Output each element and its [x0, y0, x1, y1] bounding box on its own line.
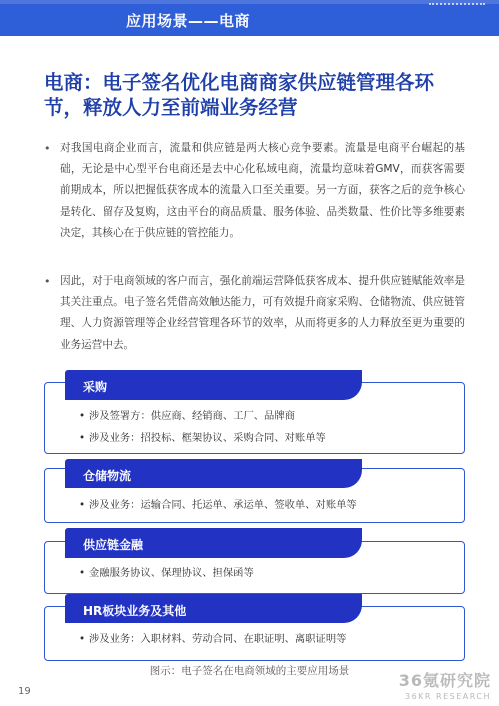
watermark-sub: 36KR RESEARCH: [404, 692, 491, 701]
watermark-main: 36氪研究院: [398, 671, 491, 690]
scenario-item: [79, 405, 454, 427]
scenario-box-procurement: [44, 382, 465, 454]
corner-decoration: [429, 0, 485, 5]
page-headline: 电商：电子签名优化电商商家供应链管理各环节，释放人力至前端业务经营: [44, 71, 435, 119]
scenario-box-title: 采购: [83, 380, 108, 394]
scenario-box-header: [65, 594, 362, 623]
bullet-icon: •: [79, 633, 86, 645]
scenario-box-title: 供应链金融: [83, 538, 144, 552]
bullet-icon: •: [79, 410, 86, 422]
scenario-box-title: 仓储物流: [83, 469, 132, 483]
scenario-box-items: [79, 562, 454, 584]
paragraph-text: 因此，对于电商领域的客户而言，强化前端运营降低获客成本、提升供应链赋能效率是其关注重点。电子签名凭借高效触达能力，可有效提升商家采购、仓储物流、供应链管理、人力资源管理等企业经营管理各环节的效率，从而将更多的人力释放至更为重要的业务运营中去。: [60, 275, 465, 351]
scenario-item-text: 金融服务协议、保理协议、担保函等: [89, 567, 254, 579]
scenario-item-text: 涉及业务：入职材料、劳动合同、在职证明、离职证明等: [89, 633, 347, 645]
scenario-item-text: 涉及业务：运输合同、托运单、承运单、签收单、对账单等: [89, 499, 357, 511]
scenario-item: [79, 628, 454, 650]
bullet-icon: •: [44, 142, 51, 155]
scenario-box-supply-chain-finance: [44, 538, 465, 594]
figure-caption: 图示：电子签名在电商领域的主要应用场景: [149, 665, 350, 677]
bullet-icon: •: [79, 432, 86, 444]
scenario-item: [79, 562, 454, 584]
scenario-box-items: [79, 628, 454, 650]
scenario-item-text: 涉及签署方：供应商、经销商、工厂、品牌商: [89, 410, 295, 422]
scenario-box-items: [79, 494, 454, 516]
top-strip: [0, 0, 499, 4]
scenario-box-header: [65, 459, 362, 488]
paragraph-1: [44, 138, 465, 244]
watermark-logo: [399, 668, 491, 701]
section-title: 应用场景——电商: [126, 12, 251, 30]
paragraph-2: [44, 271, 465, 356]
scenario-box-warehousing: [44, 468, 465, 523]
scenario-box-items: [79, 405, 454, 449]
scenario-item: [79, 427, 454, 449]
bullet-icon: •: [44, 275, 51, 288]
paragraph-text: 对我国电商企业而言，流量和供应链是两大核心竞争要素。流量是电商平台崛起的基础，无论是中心型平台电商还是去中心化私域电商，流量均意味着GMV，而获客需要前期成本，所以把握低获客成本的流量入口至关重要。另一方面，获客之后的竞争核心是转化、留存及复购，这由平台的商品质量、服务体验、品类数量、性价比等多维要素决定，其核心在于供应链的管控能力。: [60, 142, 465, 239]
scenario-box-header: [65, 528, 362, 558]
bullet-icon: •: [79, 499, 86, 511]
page-number: 19: [18, 686, 31, 697]
scenario-item-text: 涉及业务：招投标、框架协议、采购合同、对账单等: [89, 432, 326, 444]
scenario-box-header: [65, 370, 362, 400]
scenario-box-hr: [44, 606, 465, 661]
scenario-box-title: HR板块业务及其他: [83, 604, 187, 618]
scenario-item: [79, 494, 454, 516]
bullet-icon: •: [79, 567, 86, 579]
top-bar: [0, 0, 499, 36]
